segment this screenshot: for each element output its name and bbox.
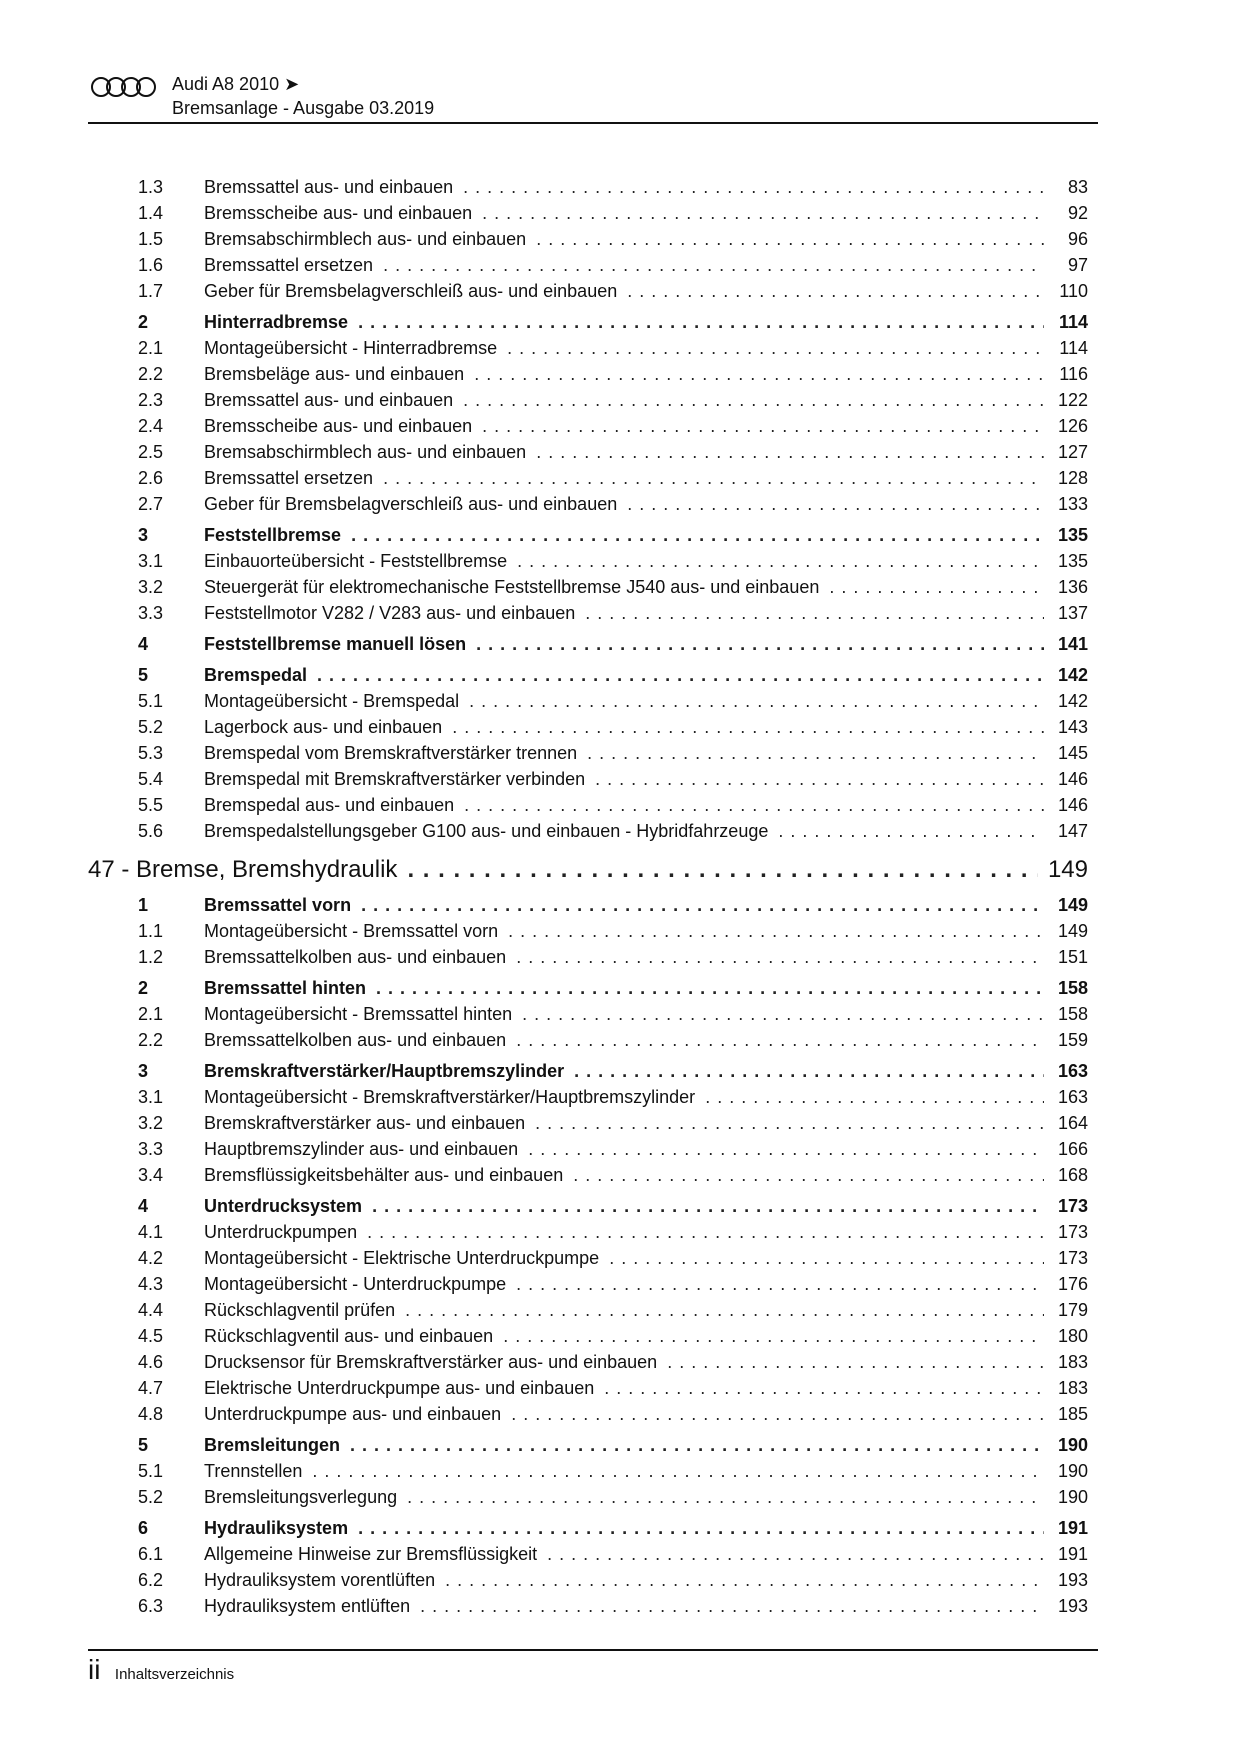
toc-page-number: 191 xyxy=(1057,1544,1088,1564)
dot-leader xyxy=(452,714,1044,740)
dot-leader xyxy=(516,1271,1044,1297)
dot-leader xyxy=(667,1349,1044,1375)
toc-entry-number: 4.7 xyxy=(138,1378,164,1398)
toc-entry-title: Bremsbeläge aus- und einbauen xyxy=(204,364,465,384)
toc-entry-number: 5.6 xyxy=(138,821,164,841)
dot-leader xyxy=(511,1401,1044,1427)
toc-entry-title: Bremssattel aus- und einbauen xyxy=(204,390,454,410)
toc-entry-title: Bremspedalstellungsgeber G100 aus- und einbauen - Hybridfahrzeuge xyxy=(204,821,769,841)
toc-entry-title: 47 - Bremse, Bremshydraulik xyxy=(88,856,398,883)
toc-section-row[interactable] xyxy=(88,1432,1088,1458)
dot-leader xyxy=(358,309,1044,335)
toc-item-row[interactable] xyxy=(88,1110,1088,1136)
toc-page-number: 164 xyxy=(1057,1113,1088,1133)
toc-page-number: 193 xyxy=(1057,1596,1088,1616)
toc-entry-number: 3.4 xyxy=(138,1165,164,1185)
toc-item-row[interactable] xyxy=(88,740,1088,766)
toc-page-number: 166 xyxy=(1057,1139,1088,1159)
toc-page-number: 180 xyxy=(1057,1326,1088,1346)
toc-item-row[interactable] xyxy=(88,1245,1088,1271)
toc-entry-title: Bremspedal aus- und einbauen xyxy=(204,795,455,815)
toc-entry-title: Bremsscheibe aus- und einbauen xyxy=(204,416,473,436)
toc-entry-title: Bremsscheibe aus- und einbauen xyxy=(204,203,473,223)
toc-item-row[interactable] xyxy=(88,1541,1088,1567)
toc-entry-title: Feststellbremse xyxy=(204,525,342,545)
dot-leader xyxy=(516,944,1044,970)
dot-leader xyxy=(407,853,1038,887)
toc-page-number: 128 xyxy=(1057,468,1088,488)
toc-item-row[interactable] xyxy=(88,1297,1088,1323)
toc-item-row[interactable] xyxy=(88,200,1088,226)
toc-page-number: 168 xyxy=(1057,1165,1088,1185)
toc-entry-title: Bremsleitungen xyxy=(204,1435,341,1455)
toc-page-number: 135 xyxy=(1057,525,1088,545)
toc-entry-number: 1.7 xyxy=(138,281,164,301)
toc-entry-number: 1 xyxy=(138,895,149,915)
toc-section-row[interactable] xyxy=(88,1058,1088,1084)
dot-leader xyxy=(464,792,1044,818)
toc-entry-title: Montageübersicht - Bremssattel vorn xyxy=(204,921,499,941)
toc-entry-number: 5.2 xyxy=(138,717,164,737)
toc-entry-number: 3 xyxy=(138,1061,149,1081)
footer-section-title: Inhaltsverzeichnis xyxy=(114,1666,235,1683)
toc-chapter-row[interactable] xyxy=(88,853,1088,887)
dot-leader xyxy=(482,200,1044,226)
toc-entry-number: 4.4 xyxy=(138,1300,164,1320)
dot-leader xyxy=(536,226,1044,252)
toc-page-number: 158 xyxy=(1057,978,1088,998)
toc-entry-number: 2 xyxy=(138,978,149,998)
toc-entry-number: 6 xyxy=(138,1518,149,1538)
dot-leader xyxy=(350,1432,1044,1458)
toc-entry-number: 4.5 xyxy=(138,1326,164,1346)
toc-entry-title: Hydrauliksystem vorentlüften xyxy=(204,1570,436,1590)
dot-leader xyxy=(585,600,1044,626)
dot-leader xyxy=(522,1001,1044,1027)
toc-page-number: 127 xyxy=(1057,442,1088,462)
toc-item-row[interactable] xyxy=(88,1567,1088,1593)
toc-entry-number: 3.2 xyxy=(138,1113,164,1133)
toc-page-number: 116 xyxy=(1059,364,1088,384)
dot-leader xyxy=(627,491,1044,517)
toc-entry-number: 5.3 xyxy=(138,743,164,763)
toc-entry-title: Bremssattel ersetzen xyxy=(204,255,374,275)
dot-leader xyxy=(372,1193,1044,1219)
toc-entry-number: 5 xyxy=(138,665,149,685)
toc-entry-title: Montageübersicht - Hinterradbremse xyxy=(204,338,498,358)
dot-leader xyxy=(317,662,1044,688)
toc-entry-title: Bremssattel aus- und einbauen xyxy=(204,177,454,197)
audi-rings-logo-icon xyxy=(90,76,158,98)
header-divider xyxy=(88,122,1098,124)
dot-leader xyxy=(595,766,1044,792)
toc-entry-number: 3.3 xyxy=(138,1139,164,1159)
toc-page-number: 135 xyxy=(1057,551,1088,571)
toc-entry-number: 1.1 xyxy=(138,921,164,941)
toc-entry-title: Hauptbremszylinder aus- und einbauen xyxy=(204,1139,519,1159)
toc-page-number: 183 xyxy=(1057,1352,1088,1372)
toc-item-row[interactable] xyxy=(88,1458,1088,1484)
dot-leader xyxy=(358,1515,1044,1541)
dot-leader xyxy=(405,1297,1044,1323)
toc-entry-number: 4 xyxy=(138,634,149,654)
toc-item-row[interactable] xyxy=(88,491,1088,517)
toc-page-number: 114 xyxy=(1058,312,1088,332)
toc-page-number: 149 xyxy=(1057,895,1088,915)
toc-entry-number: 4.2 xyxy=(138,1248,164,1268)
toc-entry-title: Bremssattel ersetzen xyxy=(204,468,374,488)
toc-entry-title: Hinterradbremse xyxy=(204,312,349,332)
toc-item-row[interactable] xyxy=(88,1323,1088,1349)
dot-leader xyxy=(573,1162,1044,1188)
toc-entry-number: 5.5 xyxy=(138,795,164,815)
toc-entry-number: 3.1 xyxy=(138,1087,164,1107)
toc-entry-number: 1.4 xyxy=(138,203,164,223)
toc-item-row[interactable] xyxy=(88,439,1088,465)
toc-item-row[interactable] xyxy=(88,1484,1088,1510)
toc-page-number: 163 xyxy=(1057,1087,1088,1107)
toc-entry-title: Einbauorteübersicht - Feststellbremse xyxy=(204,551,508,571)
toc-entry-number: 5.1 xyxy=(138,691,164,711)
page-number: ii xyxy=(88,1654,101,1685)
toc-entry-title: Bremssattel hinten xyxy=(204,978,367,998)
toc-page-number: 185 xyxy=(1057,1404,1088,1424)
toc-item-row[interactable] xyxy=(88,1219,1088,1245)
toc-section-row[interactable] xyxy=(88,522,1088,548)
dot-leader xyxy=(361,892,1044,918)
toc-page-number: 163 xyxy=(1057,1061,1088,1081)
dot-leader xyxy=(474,361,1044,387)
toc-item-row[interactable] xyxy=(88,413,1088,439)
toc-entry-number: 2.7 xyxy=(138,494,164,514)
dot-leader xyxy=(383,465,1044,491)
toc-entry-title: Bremspedal vom Bremskraftverstärker trennen xyxy=(204,743,578,763)
toc-page-number: 146 xyxy=(1057,795,1088,815)
dot-leader xyxy=(407,1484,1044,1510)
toc-entry-title: Bremskraftverstärker/Hauptbremszylinder xyxy=(204,1061,565,1081)
toc-section-row[interactable] xyxy=(88,1193,1088,1219)
toc-entry-title: Montageübersicht - Bremspedal xyxy=(204,691,460,711)
dot-leader xyxy=(516,1027,1044,1053)
toc-entry-number: 4.8 xyxy=(138,1404,164,1424)
toc-entry-number: 3 xyxy=(138,525,149,545)
toc-entry-number: 1.2 xyxy=(138,947,164,967)
toc-item-row[interactable] xyxy=(88,361,1088,387)
dot-leader xyxy=(312,1458,1044,1484)
toc-item-row[interactable] xyxy=(88,714,1088,740)
toc-page-number: 179 xyxy=(1057,1300,1088,1320)
toc-entry-title: Unterdrucksystem xyxy=(204,1196,363,1216)
toc-entry-number: 1.5 xyxy=(138,229,164,249)
toc-entry-title: Hydrauliksystem xyxy=(204,1518,349,1538)
toc-item-row[interactable] xyxy=(88,465,1088,491)
toc-page-number: 143 xyxy=(1057,717,1088,737)
dot-leader xyxy=(420,1593,1044,1619)
model-line: Audi A8 2010 ➤ xyxy=(172,74,300,94)
dot-leader xyxy=(463,174,1044,200)
toc-page-number: 145 xyxy=(1057,743,1088,763)
toc-page-number: 173 xyxy=(1057,1222,1088,1242)
toc-entry-title: Trennstellen xyxy=(204,1461,303,1481)
toc-entry-number: 5.4 xyxy=(138,769,164,789)
toc-entry-number: 3.3 xyxy=(138,603,164,623)
toc-section-row[interactable] xyxy=(88,631,1088,657)
footer-divider xyxy=(88,1649,1098,1651)
toc-item-row[interactable] xyxy=(88,600,1088,626)
toc-entry-title: Steuergerät für elektromechanische Feststellbremse J540 aus- und einbauen xyxy=(204,577,820,597)
dot-leader xyxy=(367,1219,1044,1245)
toc-entry-number: 6.2 xyxy=(138,1570,164,1590)
toc-entry-title: Feststellbremse manuell lösen xyxy=(204,634,467,654)
toc-page-number: 114 xyxy=(1059,338,1088,358)
toc-page-number: 110 xyxy=(1059,281,1088,301)
toc-item-row[interactable] xyxy=(88,1027,1088,1053)
toc-page-number: 126 xyxy=(1057,416,1088,436)
toc-page-number: 136 xyxy=(1057,577,1088,597)
toc-entry-number: 2.4 xyxy=(138,416,164,436)
toc-entry-title: Hydrauliksystem entlüften xyxy=(204,1596,411,1616)
toc-section-row[interactable] xyxy=(88,975,1088,1001)
toc-entry-title: Rückschlagventil prüfen xyxy=(204,1300,396,1320)
toc-entry-number: 1.3 xyxy=(138,177,164,197)
toc-page-number: 122 xyxy=(1057,390,1088,410)
toc-item-row[interactable] xyxy=(88,574,1088,600)
toc-page-number: 142 xyxy=(1057,691,1088,711)
dot-leader xyxy=(536,439,1044,465)
toc-entry-title: Unterdruckpumpe aus- und einbauen xyxy=(204,1404,502,1424)
toc-item-row[interactable] xyxy=(88,1401,1088,1427)
toc-entry-title: Bremsflüssigkeitsbehälter aus- und einbauen xyxy=(204,1165,564,1185)
toc-page-number: 151 xyxy=(1057,947,1088,967)
toc-entry-title: Bremspedal xyxy=(204,665,308,685)
toc-entry-title: Unterdruckpumpen xyxy=(204,1222,358,1242)
toc-entry-number: 5 xyxy=(138,1435,149,1455)
toc-page-number: 97 xyxy=(1067,255,1088,275)
toc-entry-title: Bremsleitungsverlegung xyxy=(204,1487,398,1507)
toc-section-row[interactable] xyxy=(88,892,1088,918)
toc-section-row[interactable] xyxy=(88,1515,1088,1541)
toc-entry-number: 6.3 xyxy=(138,1596,164,1616)
toc-page-number: 176 xyxy=(1057,1274,1088,1294)
toc-page-number: 173 xyxy=(1057,1248,1088,1268)
dot-leader xyxy=(445,1567,1044,1593)
toc-page-number: 141 xyxy=(1057,634,1088,654)
toc-item-row[interactable] xyxy=(88,1084,1088,1110)
toc-entry-number: 4.1 xyxy=(138,1222,164,1242)
dot-leader xyxy=(383,252,1044,278)
toc-entry-title: Bremssattel vorn xyxy=(204,895,352,915)
toc-page-number: 146 xyxy=(1057,769,1088,789)
toc-entry-number: 2.1 xyxy=(138,1004,164,1024)
toc-item-row[interactable] xyxy=(88,792,1088,818)
toc-entry-title: Geber für Bremsbelagverschleiß aus- und einbauen xyxy=(204,494,618,514)
toc-page-number: 92 xyxy=(1067,203,1088,223)
dot-leader xyxy=(604,1375,1044,1401)
dot-leader xyxy=(705,1084,1044,1110)
dot-leader xyxy=(469,688,1044,714)
toc-page-number: 190 xyxy=(1057,1487,1088,1507)
toc-item-row[interactable] xyxy=(88,1593,1088,1619)
dot-leader xyxy=(547,1541,1044,1567)
toc-item-row[interactable] xyxy=(88,548,1088,574)
dot-leader xyxy=(778,818,1044,844)
toc-entry-title: Montageübersicht - Unterdruckpumpe xyxy=(204,1274,507,1294)
dot-leader xyxy=(609,1245,1044,1271)
toc-item-row[interactable] xyxy=(88,252,1088,278)
toc-item-row[interactable] xyxy=(88,226,1088,252)
toc-entry-title: Bremspedal mit Bremskraftverstärker verbinden xyxy=(204,769,586,789)
toc-item-row[interactable] xyxy=(88,944,1088,970)
toc-entry-title: Elektrische Unterdruckpumpe aus- und einbauen xyxy=(204,1378,595,1398)
dot-leader xyxy=(587,740,1044,766)
toc-page-number: 142 xyxy=(1057,665,1088,685)
dot-leader xyxy=(508,918,1044,944)
dot-leader xyxy=(627,278,1044,304)
toc-item-row[interactable] xyxy=(88,278,1088,304)
toc-entry-title: Bremssattelkolben aus- und einbauen xyxy=(204,1030,507,1050)
toc-entry-number: 2 xyxy=(138,312,149,332)
dot-leader xyxy=(503,1323,1044,1349)
toc-item-row[interactable] xyxy=(88,387,1088,413)
toc-entry-title: Lagerbock aus- und einbauen xyxy=(204,717,443,737)
table-of-contents xyxy=(88,174,1088,1619)
toc-section-row[interactable] xyxy=(88,662,1088,688)
dot-leader xyxy=(507,335,1044,361)
dot-leader xyxy=(376,975,1044,1001)
toc-entry-title: Rückschlagventil aus- und einbauen xyxy=(204,1326,494,1346)
toc-page-number: 133 xyxy=(1057,494,1088,514)
toc-item-row[interactable] xyxy=(88,818,1088,844)
toc-entry-number: 3.1 xyxy=(138,551,164,571)
document-subtitle: Bremsanlage - Ausgabe 03.2019 xyxy=(172,98,435,118)
toc-page-number: 149 xyxy=(1057,921,1088,941)
dot-leader xyxy=(517,548,1044,574)
toc-item-row[interactable] xyxy=(88,1001,1088,1027)
toc-page-number: 158 xyxy=(1057,1004,1088,1024)
toc-page-number: 149 xyxy=(1047,856,1088,883)
dot-leader xyxy=(463,387,1044,413)
dot-leader xyxy=(351,522,1044,548)
toc-entry-number: 2.2 xyxy=(138,364,164,384)
toc-entry-number: 1.6 xyxy=(138,255,164,275)
toc-entry-number: 6.1 xyxy=(138,1544,164,1564)
toc-item-row[interactable] xyxy=(88,918,1088,944)
toc-page-number: 190 xyxy=(1057,1435,1088,1455)
toc-entry-number: 5.1 xyxy=(138,1461,164,1481)
toc-item-row[interactable] xyxy=(88,335,1088,361)
toc-item-row[interactable] xyxy=(88,766,1088,792)
toc-entry-title: Feststellmotor V282 / V283 aus- und einbauen xyxy=(204,603,576,623)
toc-entry-title: Montageübersicht - Bremssattel hinten xyxy=(204,1004,513,1024)
dot-leader xyxy=(829,574,1044,600)
toc-entry-number: 5.2 xyxy=(138,1487,164,1507)
toc-item-row[interactable] xyxy=(88,1375,1088,1401)
toc-page-number: 183 xyxy=(1057,1378,1088,1398)
toc-entry-title: Drucksensor für Bremskraftverstärker aus- und einbauen xyxy=(204,1352,658,1372)
dot-leader xyxy=(476,631,1044,657)
toc-item-row[interactable] xyxy=(88,688,1088,714)
toc-entry-title: Bremssattelkolben aus- und einbauen xyxy=(204,947,507,967)
toc-entry-title: Allgemeine Hinweise zur Bremsflüssigkeit xyxy=(204,1544,538,1564)
toc-page-number: 173 xyxy=(1057,1196,1088,1216)
dot-leader xyxy=(535,1110,1044,1136)
toc-item-row[interactable] xyxy=(88,1136,1088,1162)
toc-entry-title: Montageübersicht - Elektrische Unterdruckpumpe xyxy=(204,1248,600,1268)
dot-leader xyxy=(482,413,1044,439)
toc-entry-title: Montageübersicht - Bremskraftverstärker/Hauptbremszylinder xyxy=(204,1087,696,1107)
page-footer xyxy=(88,1654,234,1686)
toc-entry-number: 4.3 xyxy=(138,1274,164,1294)
toc-entry-number: 2.2 xyxy=(138,1030,164,1050)
toc-item-row[interactable] xyxy=(88,1271,1088,1297)
toc-entry-number: 3.2 xyxy=(138,577,164,597)
toc-entry-number: 2.1 xyxy=(138,338,164,358)
toc-page-number: 159 xyxy=(1057,1030,1088,1050)
toc-page-number: 191 xyxy=(1057,1518,1088,1538)
toc-item-row[interactable] xyxy=(88,1162,1088,1188)
toc-entry-title: Geber für Bremsbelagverschleiß aus- und einbauen xyxy=(204,281,618,301)
toc-section-row[interactable] xyxy=(88,309,1088,335)
dot-leader xyxy=(528,1136,1044,1162)
toc-entry-number: 4 xyxy=(138,1196,149,1216)
toc-page-number: 83 xyxy=(1067,177,1088,197)
toc-entry-title: Bremsabschirmblech aus- und einbauen xyxy=(204,442,527,462)
dot-leader xyxy=(574,1058,1044,1084)
toc-page-number: 193 xyxy=(1057,1570,1088,1590)
toc-entry-number: 2.6 xyxy=(138,468,164,488)
page-header xyxy=(88,72,1098,124)
toc-page-number: 147 xyxy=(1057,821,1088,841)
toc-item-row[interactable] xyxy=(88,174,1088,200)
toc-page-number: 190 xyxy=(1057,1461,1088,1481)
toc-entry-title: Bremsabschirmblech aus- und einbauen xyxy=(204,229,527,249)
toc-entry-number: 2.5 xyxy=(138,442,164,462)
toc-page-number: 137 xyxy=(1057,603,1088,623)
toc-entry-number: 2.3 xyxy=(138,390,164,410)
toc-page-number: 96 xyxy=(1067,229,1088,249)
toc-entry-number: 4.6 xyxy=(138,1352,164,1372)
toc-entry-title: Bremskraftverstärker aus- und einbauen xyxy=(204,1113,526,1133)
toc-item-row[interactable] xyxy=(88,1349,1088,1375)
